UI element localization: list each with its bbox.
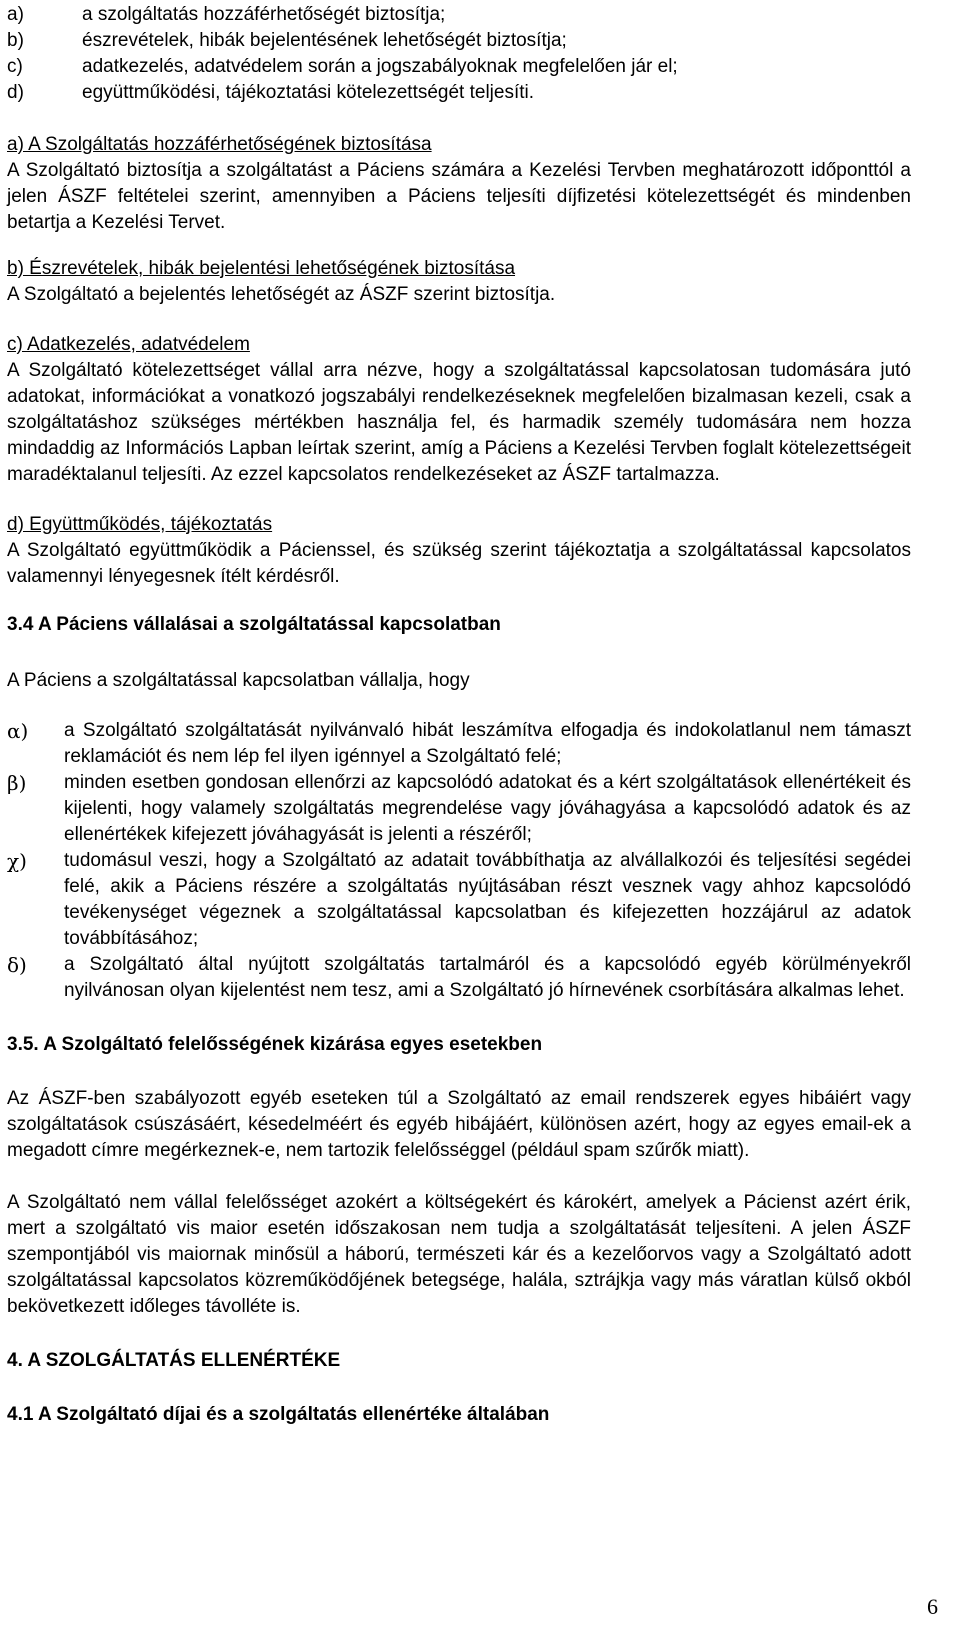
list-text: minden esetben gondosan ellenőrzi az kapcsolódó adatokat és a kért szolgáltatások ellenértékeit és kijelenti, hogy valamely szolgáltatás megrendelése vagy jóváhagyása a kapcsolódó adatok és az ellenértékek kifejezett jóváhagyását is jelenti a részéről; xyxy=(64,772,911,845)
section-body: A Szolgáltató biztosítja a szolgáltatást a Páciens számára a Kezelési Tervben meghatározott időponttól a jelen ÁSZF feltételei szerint, amennyiben a Páciens teljesíti díjfizetési kötelezettségét és mindenben betartja a Kezelési Tervet. xyxy=(7,160,911,233)
list-marker: β) xyxy=(7,771,27,795)
paragraph: Az ÁSZF-ben szabályozott egyéb eseteken túl a Szolgáltató az email rendszerek egyes hibáiért vagy szolgáltatások csúszásáért, késedelméért és egyéb hibájáért, különösen azért, hogy az egyes email-ek a megadott címre megérkeznek-e, nem tartozik felelősséggel (például spam szűrők miatt). xyxy=(7,1088,911,1161)
section-body: A Szolgáltató kötelezettséget vállal arra nézve, hogy a szolgáltatással kapcsolatosan tudomására jutó adatokat, információkat a vonatkozó jogszabályi rendelkezéseknek megfelelően bizalmasan kezeli, csak a szolgáltatáshoz szükséges mértékben használja fel, és harmadik személy tudomására nem hozza mindaddig az Információs Lapban leírtak szerint, amíg a Páciens a Kezelési Tervben foglalt kötelezettségeit maradéktalanul teljesíti. Az ezzel kapcsolatos rendelkezéseket az ÁSZF tartalmazza. xyxy=(7,360,911,485)
list-text: a Szolgáltató által nyújtott szolgáltatás tartalmáról és a kapcsolódó egyéb körülményekről nyilvánosan olyan kijelentést nem tesz, ami a Szolgáltató jó hírnevének csorbítására alkalmas lehet. xyxy=(64,954,911,1001)
section-heading: c) Adatkezelés, adatvédelem xyxy=(7,334,250,355)
list-text: a Szolgáltató szolgáltatását nyilvánvaló hibát leszámítva elfogadja és indokolatlanul nem támaszt reklamációt és nem lép fel ilyen igénnyel a Szolgáltató felé; xyxy=(64,720,911,767)
list-marker: c) xyxy=(7,56,23,77)
section-heading: d) Együttműködés, tájékoztatás xyxy=(7,514,273,535)
list-text: tudomásul veszi, hogy a Szolgáltató az adatait továbbíthatja az alvállalkozói és teljesítési segédei felé, akik a Páciens részére a szolgáltatás nyújtásában részt vesznek vagy ahhoz kapcsolódó tevékenységet végeznek a szolgáltatással kapcsolatban és kifejezetten hozzájárul az adatok továbbításához; xyxy=(64,850,911,949)
section-heading-3-5: 3.5. A Szolgáltató felelősségének kizárása egyes esetekben xyxy=(7,1034,543,1055)
list-marker: δ) xyxy=(7,953,27,977)
list-text: a szolgáltatás hozzáférhetőségét biztosítja; xyxy=(82,4,446,25)
commitments-list xyxy=(7,718,911,1004)
document-page xyxy=(7,0,911,1428)
obligations-list xyxy=(7,0,911,106)
list-text: együttműködési, tájékoztatási kötelezettségét teljesíti. xyxy=(82,82,535,103)
section-heading: a) A Szolgáltatás hozzáférhetőségének biztosítása xyxy=(7,134,432,155)
page-number: 6 xyxy=(927,1594,938,1619)
list-marker: b) xyxy=(7,30,24,51)
section-d xyxy=(7,512,911,590)
list-marker: d) xyxy=(7,82,24,103)
list-text: észrevételek, hibák bejelentésének lehetőségét biztosítja; xyxy=(82,30,567,51)
section-b xyxy=(7,256,911,308)
list-item xyxy=(7,28,911,54)
list-item xyxy=(7,54,911,80)
section-heading: b) Észrevételek, hibák bejelentési lehetőségének biztosítása xyxy=(7,258,516,279)
section-body: A Szolgáltató a bejelentés lehetőségét az ÁSZF szerint biztosítja. xyxy=(7,284,556,305)
paragraph: A Szolgáltató nem vállal felelősséget azokért a költségekért és károkért, amelyek a Pácienst azért érik, mert a szolgáltató vis maior esetén időszakosan nem tudja a szolgáltatását teljesíteni. A jelen ÁSZF szempontjából vis maiornak minősül a háború, természeti kár és a kezelőorvos vagy a Szolgáltató adott szolgáltatással kapcsolatos közreműködőjének betegsége, halála, sztrájkja vagy más váratlan külső okból bekövetkezett időleges távolléte is. xyxy=(7,1192,911,1317)
list-marker: a) xyxy=(7,4,24,25)
list-item xyxy=(7,770,911,848)
list-marker: χ) xyxy=(7,849,27,873)
section-heading-4-1: 4.1 A Szolgáltató díjai és a szolgáltatás ellenértéke általában xyxy=(7,1404,550,1425)
list-text: adatkezelés, adatvédelem során a jogszabályoknak megfelelően jár el; xyxy=(82,56,678,77)
section-body: A Szolgáltató együttműködik a Pácienssel, és szükség szerint tájékoztatja a szolgáltatással kapcsolatos valamennyi lényegesnek ítélt kérdésről. xyxy=(7,540,911,587)
list-item xyxy=(7,80,911,106)
list-item xyxy=(7,2,911,28)
section-heading-3-4: 3.4 A Páciens vállalásai a szolgáltatással kapcsolatban xyxy=(7,614,501,635)
list-item xyxy=(7,952,911,1004)
section-a xyxy=(7,132,911,236)
list-item xyxy=(7,848,911,952)
section-c xyxy=(7,332,911,488)
chapter-heading-4: 4. A SZOLGÁLTATÁS ELLENÉRTÉKE xyxy=(7,1350,341,1371)
section-intro: A Páciens a szolgáltatással kapcsolatban vállalja, hogy xyxy=(7,670,470,691)
list-item xyxy=(7,718,911,770)
list-marker: α) xyxy=(7,719,29,743)
